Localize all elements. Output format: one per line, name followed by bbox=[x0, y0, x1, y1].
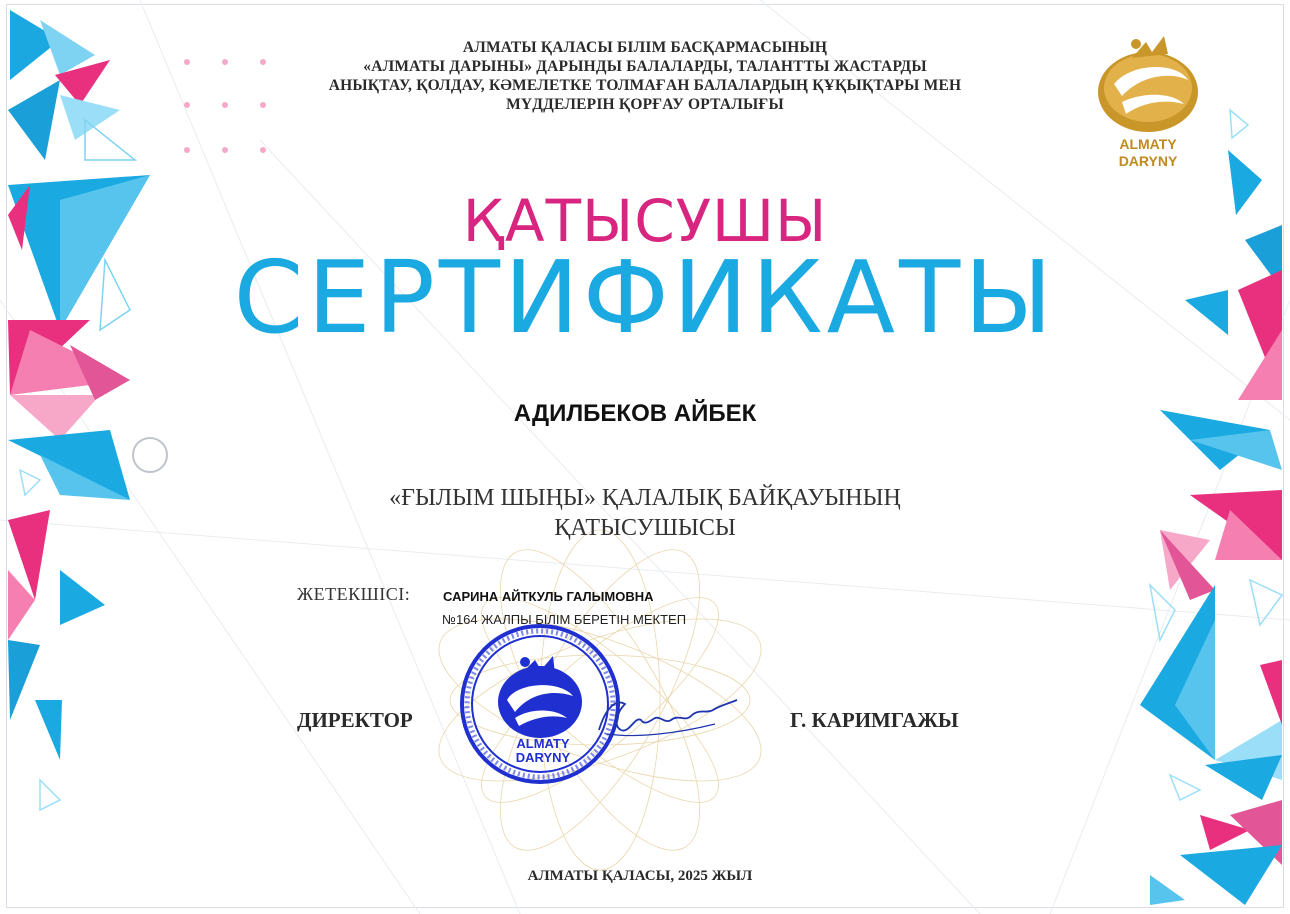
recipient-name: АДИЛБЕКОВ АЙБЕК bbox=[513, 400, 757, 427]
decorative-circle bbox=[133, 438, 167, 472]
stamp-line-1: ALMATY bbox=[516, 736, 570, 751]
school-name: №164 ЖАЛПЫ БІЛІМ БЕРЕТІН МЕКТЕП bbox=[442, 612, 687, 627]
contest-line-1: «ҒЫЛЫМ ШЫҢЫ» ҚАЛАЛЫҚ БАЙҚАУЫНЫҢ bbox=[389, 485, 901, 511]
right-triangles bbox=[1140, 110, 1282, 905]
director-name: Г. КАРИМГАЖЫ bbox=[790, 708, 959, 732]
contest-line-2: ҚАТЫСУШЫСЫ bbox=[554, 515, 736, 541]
organization-line: АНЫҚТАУ, ҚОЛДАУ, КӘМЕЛЕТКЕ ТОЛМАҒАН БАЛАЛАРДЫҢ ҚҰҚЫҚТАРЫ МЕН bbox=[328, 77, 962, 94]
organization-header bbox=[250, 38, 1040, 114]
organization-line: МҮДДЕЛЕРІН ҚОРҒАУ ОРТАЛЫҒЫ bbox=[506, 96, 784, 113]
logo-line-1: ALMATY bbox=[1119, 136, 1177, 152]
contest-description bbox=[300, 483, 990, 543]
footer-place-year: АЛМАТЫ ҚАЛАСЫ, 2025 ЖЫЛ bbox=[527, 868, 753, 884]
almaty-daryny-logo bbox=[1092, 22, 1204, 134]
stamp-line-2: DARYNY bbox=[515, 750, 571, 765]
certificate-subtitle: ҚАТЫСУШЫ bbox=[462, 187, 828, 255]
certificate-title: СЕРТИФИКАТЫ bbox=[233, 239, 1057, 356]
logo-line-2: DARYNY bbox=[1118, 153, 1178, 169]
director-signature bbox=[595, 690, 745, 750]
supervisor-label: ЖЕТЕКШІСІ: bbox=[297, 584, 411, 604]
organization-line: «АЛМАТЫ ДАРЫНЫ» ДАРЫНДЫ БАЛАЛАРДЫ, ТАЛАНТТЫ ЖАСТАРДЫ bbox=[363, 58, 927, 75]
left-triangles bbox=[8, 10, 150, 810]
supervisor-name: САРИНА АЙТКУЛЬ ГАЛЫМОВНА bbox=[443, 589, 654, 604]
logo-caption bbox=[1098, 136, 1198, 170]
director-label: ДИРЕКТОР bbox=[297, 708, 413, 732]
organization-line: АЛМАТЫ ҚАЛАСЫ БІЛІМ БАСҚАРМАСЫНЫҢ bbox=[462, 39, 828, 56]
